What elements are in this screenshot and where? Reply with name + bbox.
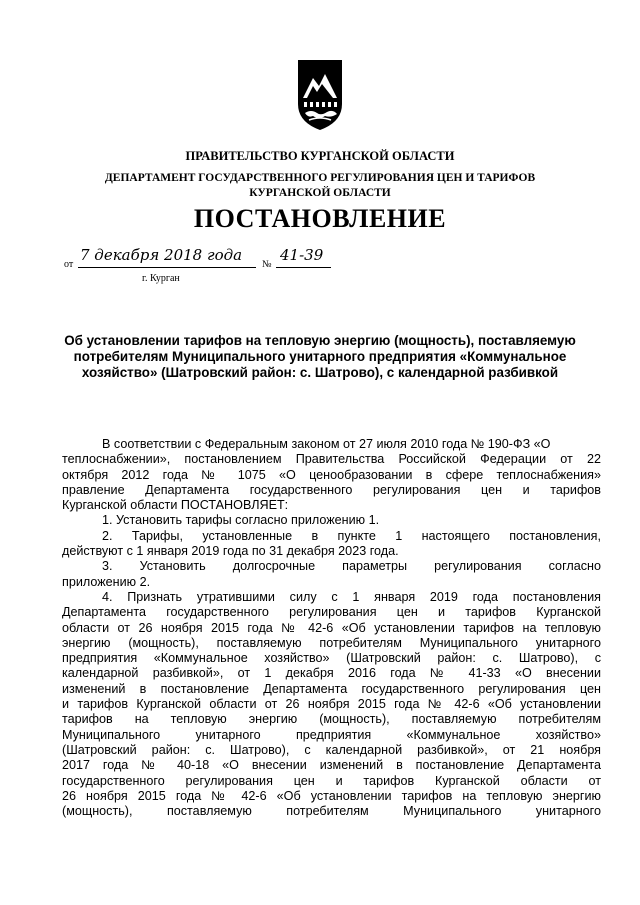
government-name: ПРАВИТЕЛЬСТВО КУРГАНСКОЙ ОБЛАСТИ: [185, 149, 455, 163]
date-underline: [78, 267, 256, 268]
number-underline: [276, 267, 331, 268]
body-line: тарифов на тепловую энергию (мощность), поставляемую потребителям: [62, 712, 601, 727]
body-line: (Шатровский район: с. Шатрово), с календарной разбивкой», от 21 ноября: [62, 742, 601, 757]
body-line: 4. Признать утратившими силу с 1 января 2019 года постановления: [102, 589, 601, 604]
body-line: правление Департамента государственного регулирования цен и тарифов: [62, 482, 601, 497]
body-line: Муниципального унитарного предприятия «Коммунальное хозяйство»: [62, 727, 601, 742]
handwritten-date: 7 декабря 2018 года: [80, 246, 243, 264]
document-type-title: ПОСТАНОВЛЕНИЕ: [193, 204, 447, 233]
body-line: 26 ноября 2015 года № 42-6 «Об установлении тарифов на тепловую энергию: [62, 788, 601, 803]
body-line: (мощность), поставляемую потребителям Муниципального унитарного: [62, 804, 601, 819]
body-line: и тарифов Курганской области от 26 ноября 2015 года № 42-6 «Об установлении: [62, 697, 601, 712]
body-line: 3. Установить долгосрочные параметры регулирования согласно: [102, 559, 601, 574]
body-line: В соответствии с Федеральным законом от 27 июля 2010 года № 190-ФЗ «О: [102, 437, 551, 451]
body-line: Департамента государственного регулирования цен и тарифов Курганской: [62, 605, 601, 620]
body-line: изменений в постановление Департамента государственного регулирования цен: [62, 681, 601, 696]
subject-line: Об установлении тарифов на тепловую энергию (мощность), поставляемую: [64, 333, 576, 348]
department-name-line1: ДЕПАРТАМЕНТ ГОСУДАРСТВЕННОГО РЕГУЛИРОВАНИЯ ЦЕН И ТАРИФОВ: [104, 172, 536, 184]
number-prefix: №: [262, 259, 272, 270]
body-line: теплоснабжении», постановлением Правительства Российской Федерации от 22: [62, 452, 601, 467]
body-line: 2. Тарифы, установленные в пункте 1 настоящего постановления,: [102, 528, 601, 543]
subject-line: потребителям Муниципального унитарного предприятия «Коммунальное: [73, 349, 567, 364]
document-subject: [62, 333, 578, 381]
body-line: предприятия «Коммунальное хозяйство» (Шатровский район: с. Шатрово), с: [62, 651, 601, 666]
department-name: [0, 171, 640, 201]
body-line: области от 26 ноября 2015 года № 42-6 «Об установлении тарифов на тепловую: [62, 620, 601, 635]
body-line: Курганской области ПОСТАНОВЛЯЕТ:: [62, 498, 289, 513]
body-line: приложению 2.: [62, 574, 151, 589]
document-body: [62, 437, 601, 819]
body-line: 2017 года № 40-18 «О внесении изменений в постановление Департамента: [62, 758, 601, 773]
body-line: 1. Установить тарифы согласно приложению 1.: [102, 513, 380, 528]
city-label: г. Курган: [142, 273, 180, 284]
body-line: действуют с 1 января 2019 года по 31 декабря 2023 года.: [62, 544, 399, 559]
subject-line: хозяйство» (Шатровский район: с. Шатрово), с календарной разбивкой: [81, 365, 559, 380]
date-prefix: от: [64, 259, 74, 270]
body-line: энергию (мощность), поставляемую потребителям Муниципального унитарного: [62, 635, 601, 650]
body-line: календарной разбивкой», от 1 декабря 2016 года № 41-33 «О внесении: [62, 666, 601, 681]
department-name-line2: КУРГАНСКОЙ ОБЛАСТИ: [249, 187, 391, 199]
handwritten-number: 41-39: [280, 246, 324, 264]
body-line: государственного регулирования цен и тарифов Курганской области от: [62, 773, 601, 788]
body-line: октября 2012 года № 1075 «О ценообразовании в сфере теплоснабжения»: [62, 467, 601, 482]
coat-of-arms-emblem-icon: [295, 58, 345, 132]
